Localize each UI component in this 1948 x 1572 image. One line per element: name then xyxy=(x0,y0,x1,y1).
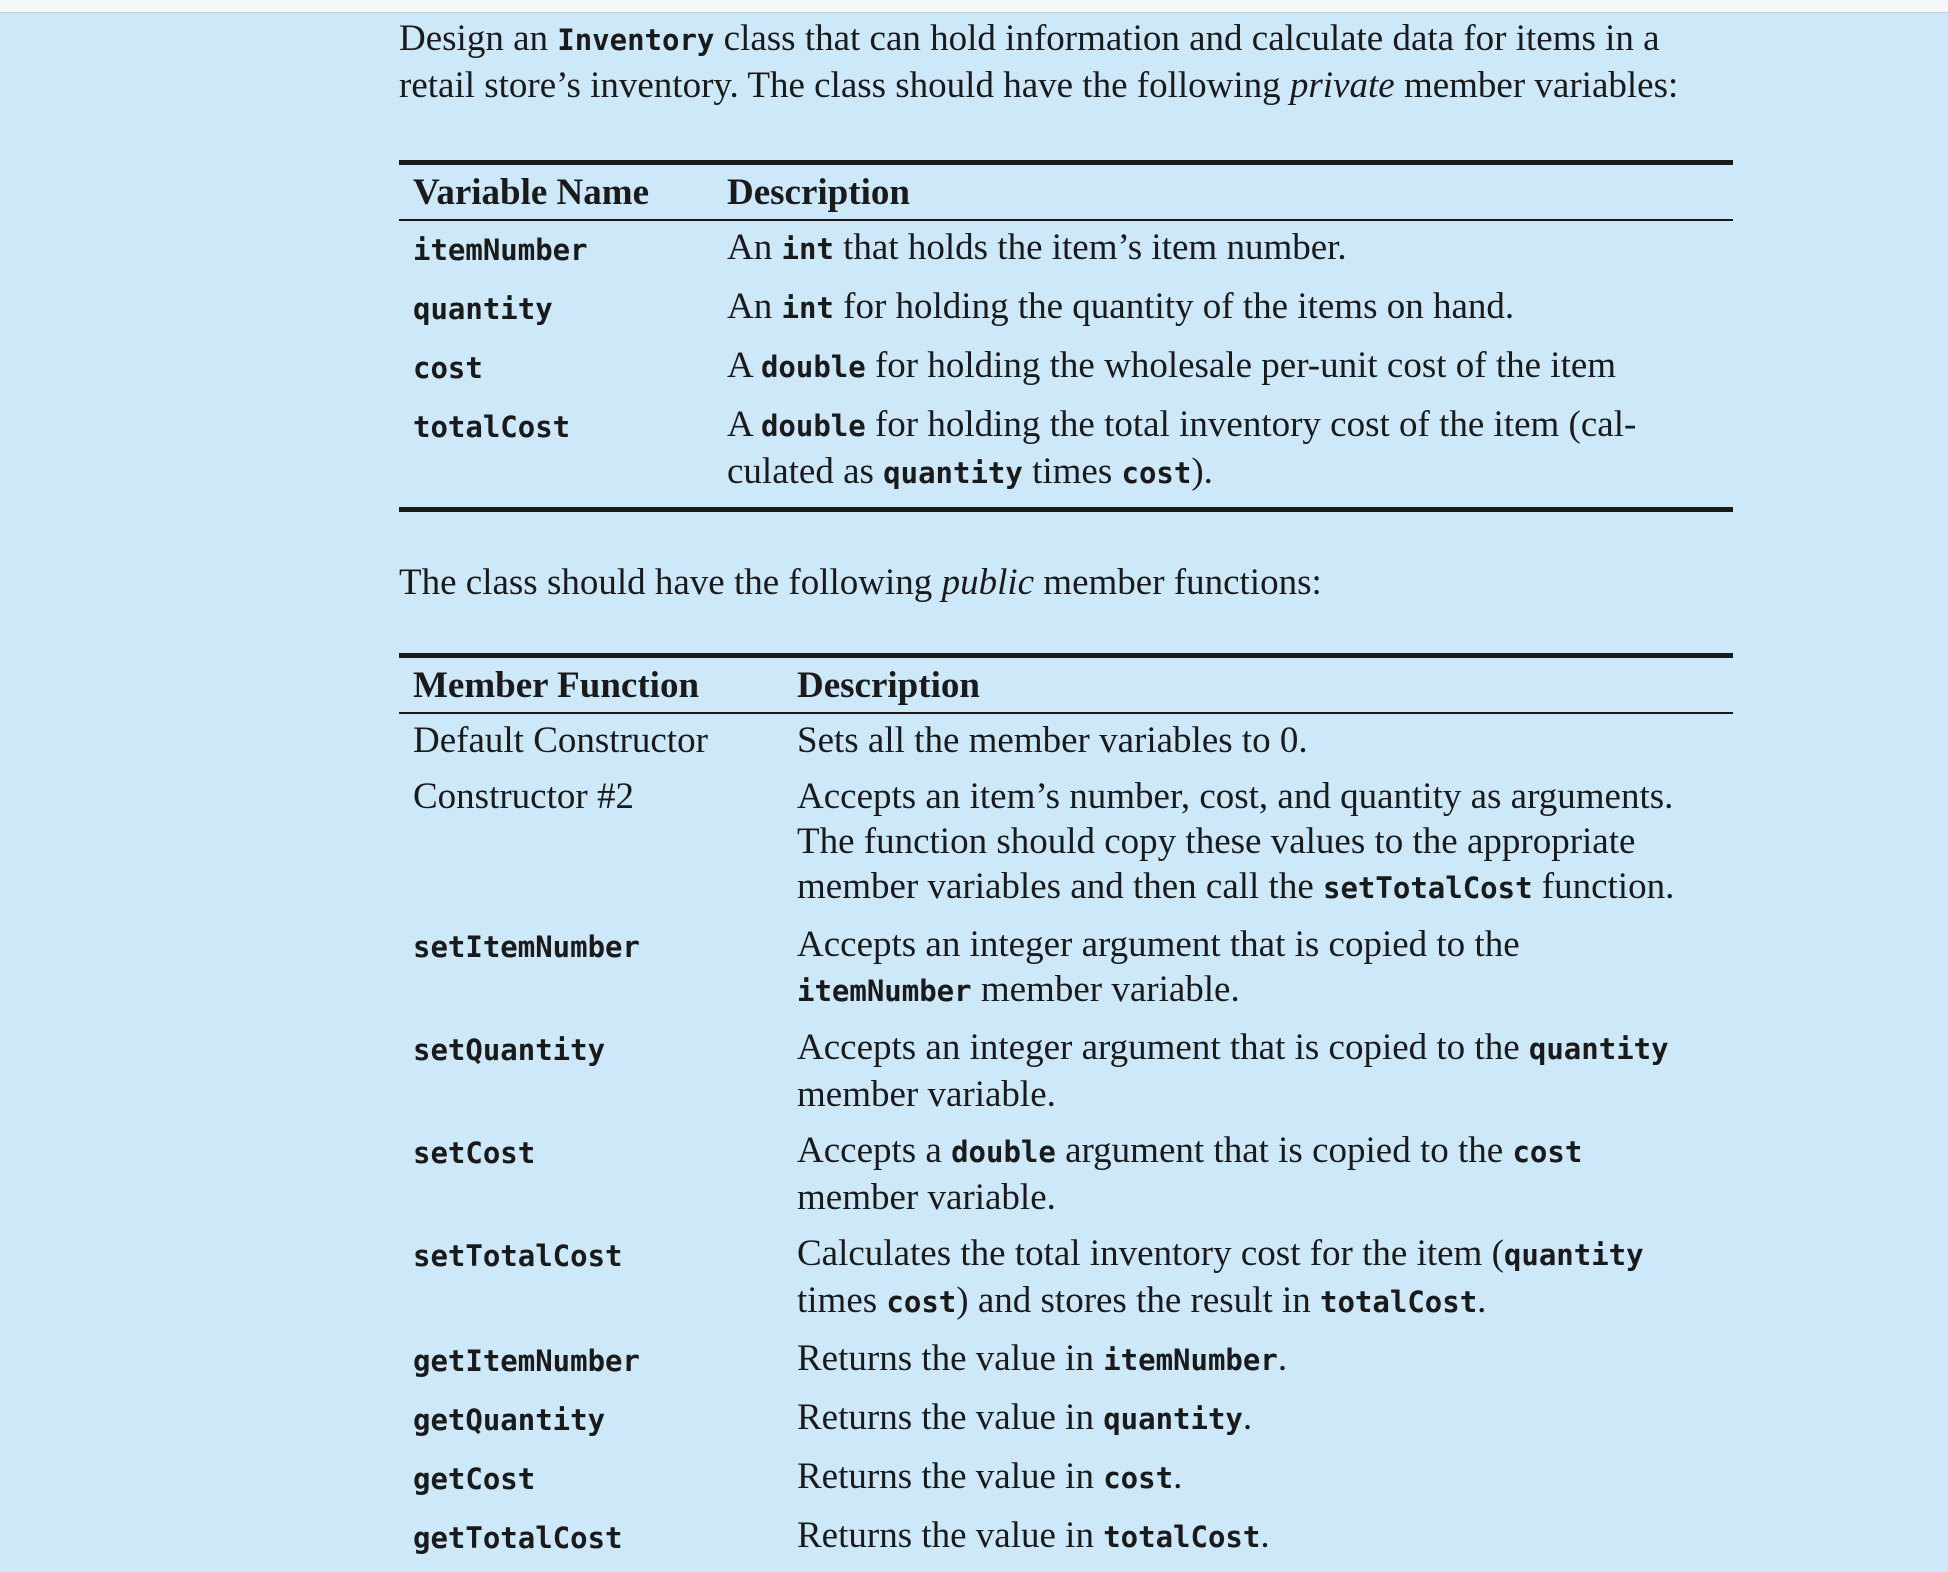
table-row xyxy=(399,1025,1733,1128)
description-text: culated as xyxy=(727,451,884,492)
variables-header-name: Variable Name xyxy=(399,163,713,221)
description-text: The function should copy these values to the appropriate xyxy=(797,821,1636,862)
row-name: setQuantity xyxy=(413,1033,606,1067)
code-term: quantity xyxy=(883,456,1023,490)
description-text: Accepts a xyxy=(797,1130,952,1171)
row-description xyxy=(783,1513,1733,1572)
row-description xyxy=(713,343,1733,402)
row-description xyxy=(783,713,1733,774)
description-text: Returns the value in xyxy=(797,1456,1104,1497)
table-row xyxy=(399,1513,1733,1572)
code-term: double xyxy=(760,409,866,443)
row-name: setCost xyxy=(413,1136,536,1170)
variables-header-row xyxy=(399,163,1733,221)
row-name: getCost xyxy=(413,1462,536,1496)
description-text: for holding the wholesale per-unit cost of the item xyxy=(865,345,1617,386)
variables-header-description: Description xyxy=(713,163,1733,221)
table-row xyxy=(399,284,1733,343)
description-text: times xyxy=(797,1280,887,1321)
row-name: quantity xyxy=(413,292,553,326)
row-name: cost xyxy=(413,351,483,385)
row-name: Constructor #2 xyxy=(413,776,634,817)
description-text: member variable. xyxy=(797,1074,1056,1115)
middle-emphasis-public: public xyxy=(941,562,1035,603)
description-text: ). xyxy=(1191,451,1213,492)
description-text: . xyxy=(1242,1397,1253,1438)
row-name: getItemNumber xyxy=(413,1344,640,1378)
table-row xyxy=(399,1231,1733,1336)
table-row xyxy=(399,1336,1733,1395)
description-text: member variable. xyxy=(797,1177,1056,1218)
table-row xyxy=(399,1128,1733,1231)
code-term: cost xyxy=(1103,1461,1174,1495)
code-term: quantity xyxy=(1103,1402,1243,1436)
middle-text-1: The class should have the following xyxy=(399,562,942,603)
intro-emphasis-private: private xyxy=(1289,65,1395,106)
description-text: for holding the quantity of the items on hand. xyxy=(833,286,1515,327)
row-description xyxy=(783,1128,1733,1231)
row-description xyxy=(783,1025,1733,1128)
intro-class-name: Inventory xyxy=(557,23,715,57)
row-name: totalCost xyxy=(399,402,713,510)
description-text: ) and stores the result in xyxy=(956,1280,1321,1321)
code-term: double xyxy=(760,350,866,384)
row-description xyxy=(783,1336,1733,1395)
description-text: An xyxy=(727,286,782,327)
description-text: argument that is copied to the xyxy=(1055,1130,1513,1171)
description-text: . xyxy=(1260,1515,1270,1556)
code-term: int xyxy=(781,291,834,325)
row-description xyxy=(713,402,1733,510)
code-term: cost xyxy=(886,1285,957,1319)
intro-text-2: class that can hold information and calculate data for items in a retail store’s inventory. The class should have the following xyxy=(399,18,1660,106)
functions-header-description: Description xyxy=(783,656,1733,714)
row-description xyxy=(713,220,1733,284)
table-row xyxy=(399,343,1733,402)
description-text: . xyxy=(1173,1456,1183,1497)
description-text: Sets all the member variables to 0. xyxy=(797,720,1308,761)
description-text: member variable. xyxy=(971,969,1240,1010)
code-term: double xyxy=(951,1135,1056,1169)
description-text: . xyxy=(1477,1280,1487,1321)
row-description xyxy=(713,284,1733,343)
table-row xyxy=(399,774,1733,922)
row-name: setItemNumber xyxy=(413,930,640,964)
public-functions-paragraph xyxy=(399,560,1733,605)
code-term: totalCost xyxy=(1103,1520,1261,1554)
row-name: getQuantity xyxy=(413,1403,606,1437)
description-text: Accepts an integer argument that is copied to the xyxy=(797,924,1520,965)
code-term: cost xyxy=(1121,456,1192,490)
functions-header-name: Member Function xyxy=(399,656,783,714)
description-text: Accepts an item’s number, cost, and quantity as arguments. xyxy=(797,776,1674,817)
description-text: A xyxy=(727,404,761,445)
code-term: setTotalCost xyxy=(1323,871,1533,905)
row-description xyxy=(783,1231,1733,1336)
code-term: itemNumber xyxy=(1103,1343,1278,1377)
table-row xyxy=(399,922,1733,1025)
row-description xyxy=(783,1454,1733,1513)
table-row xyxy=(399,713,1733,774)
description-text: Accepts an integer argument that is copied to the xyxy=(797,1027,1529,1068)
description-text: An xyxy=(727,227,782,268)
row-name: getTotalCost xyxy=(413,1521,623,1555)
description-text: . xyxy=(1277,1338,1288,1379)
code-term: totalCost xyxy=(1320,1285,1478,1319)
row-name: itemNumber xyxy=(413,233,588,267)
description-text: Returns the value in xyxy=(797,1515,1104,1556)
table-row xyxy=(399,1395,1733,1454)
row-description xyxy=(783,774,1733,922)
description-text: function. xyxy=(1532,866,1675,907)
code-term: quantity xyxy=(1528,1032,1669,1066)
member-variables-table xyxy=(399,160,1733,512)
description-text: times xyxy=(1022,451,1122,492)
code-term: cost xyxy=(1512,1135,1583,1169)
row-name: Default Constructor xyxy=(413,720,708,761)
intro-paragraph xyxy=(399,16,1733,108)
row-description xyxy=(783,922,1733,1025)
document-content xyxy=(399,12,1733,1572)
member-functions-table xyxy=(399,653,1733,1572)
table-row xyxy=(399,402,1733,510)
description-text: Returns the value in xyxy=(797,1397,1104,1438)
intro-text-1: Design an xyxy=(399,18,558,59)
middle-text-2: member functions: xyxy=(1034,562,1322,603)
description-text: for holding the total inventory cost of the item (cal- xyxy=(865,404,1637,445)
row-description xyxy=(783,1395,1733,1454)
description-text: that holds the item’s item number. xyxy=(833,227,1347,268)
description-text: Calculates the total inventory cost for the item ( xyxy=(797,1233,1504,1274)
code-term: int xyxy=(781,232,834,266)
intro-text-3: member variables: xyxy=(1394,65,1679,106)
table-row xyxy=(399,1454,1733,1513)
description-text: A xyxy=(727,345,761,386)
table-row xyxy=(399,220,1733,284)
functions-header-row xyxy=(399,656,1733,714)
code-term: quantity xyxy=(1503,1238,1644,1272)
description-text: member variables and then call the xyxy=(797,866,1324,907)
description-text: Returns the value in xyxy=(797,1338,1104,1379)
code-term: itemNumber xyxy=(797,974,972,1008)
row-name: setTotalCost xyxy=(413,1239,623,1273)
